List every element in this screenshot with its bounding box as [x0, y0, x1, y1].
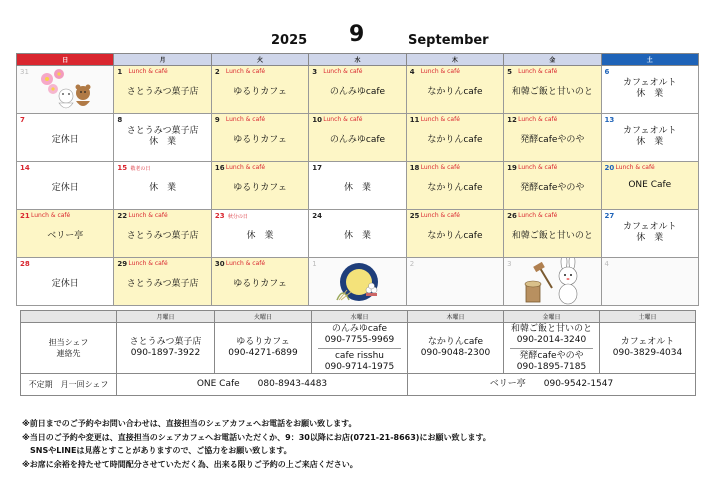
day-number: 2: [409, 260, 415, 268]
month-name: September: [408, 33, 489, 48]
shop-name: カフェオルト: [620, 337, 675, 347]
chef-name: なかりんcafe: [427, 231, 483, 241]
divider: [318, 348, 401, 349]
week-row: [17, 258, 699, 306]
moon-and-dango-illustration: [329, 260, 389, 304]
day-cell: [309, 162, 406, 210]
month-number: 9: [349, 22, 365, 47]
day-number: 2: [214, 68, 220, 76]
contact-header-row: [21, 311, 696, 323]
day-cell: [17, 258, 114, 306]
shop-name: さとうみつ菓子店: [129, 337, 202, 347]
note-line: ※前日までのご予約やお問い合わせは、直接担当のシェアカフェへお電話をお願い致します。: [22, 419, 357, 428]
header-mon: 月曜日: [117, 311, 215, 323]
day-number: 24: [312, 212, 323, 220]
chef-label: 担当シェフ: [48, 338, 89, 347]
day-cell: [309, 114, 406, 162]
day-cell: [601, 114, 698, 162]
day-cell: [17, 66, 114, 114]
calendar-header: [0, 22, 710, 52]
weekday-tue: 火: [211, 54, 308, 66]
day-cell: [406, 258, 503, 306]
chef-name: ゆるりカフェ: [233, 183, 287, 193]
divider: [510, 348, 593, 349]
chef-name: のんみゆcafe: [329, 135, 386, 145]
lunch-cafe-tag: Lunch & café: [518, 116, 558, 123]
chef-name: さとうみつ菓子店: [126, 279, 199, 289]
header-wed: 水曜日: [312, 311, 408, 323]
weekday-mon: 月: [114, 54, 211, 66]
closed-label: 休 業: [246, 231, 274, 241]
lunch-cafe-tag: Lunch & café: [420, 164, 460, 171]
shop-name: ゆるりカフェ: [236, 337, 290, 347]
day-number: 8: [117, 116, 123, 124]
day-cell: [309, 258, 406, 306]
day-cell: [211, 258, 308, 306]
day-cell: [211, 114, 308, 162]
day-cell: [504, 114, 601, 162]
weekday-sat: 土: [601, 54, 698, 66]
chef-name: ゆるりカフェ: [233, 87, 287, 97]
lunch-cafe-tag: Lunch & café: [323, 68, 363, 75]
week-row: [17, 210, 699, 258]
chef-name: なかりんcafe: [427, 87, 483, 97]
day-cell: [406, 66, 503, 114]
day-cell: [601, 66, 698, 114]
lunch-cafe-tag: Lunch & café: [225, 116, 266, 123]
holiday-label: 秋分の日: [227, 214, 248, 220]
weekday-thu: 木: [406, 54, 503, 66]
day-number: 7: [20, 116, 25, 124]
phone-number: 090-3829-4034: [612, 348, 683, 358]
day-number: 5: [507, 68, 512, 76]
phone-number: 090-1897-3922: [130, 348, 201, 358]
chef-name-line: カフェオルト: [622, 126, 677, 136]
shop-name: cafe risshu: [334, 350, 385, 361]
day-number: 3: [312, 68, 318, 76]
day-number: 29: [117, 260, 128, 268]
day-cell: [309, 210, 406, 258]
day-cell: [504, 210, 601, 258]
chef-name: [114, 126, 210, 148]
day-number: 20: [604, 164, 615, 172]
note-line: ※当日のご予約や変更は、直接担当のシェアカフェへお電話いただくか、9：30以降にお店(0721-21-8663)にお願い致します。: [22, 432, 491, 442]
closed-label: 休 業: [636, 89, 664, 99]
irregular-chef-row: [21, 374, 696, 396]
chef-name: 発酵cafeやのや: [520, 135, 585, 145]
day-number: 10: [312, 116, 323, 124]
lunch-cafe-tag: Lunch & café: [518, 164, 558, 171]
day-number: 12: [507, 116, 517, 124]
lunch-cafe-tag: Lunch & café: [420, 68, 460, 75]
day-cell: [504, 162, 601, 210]
day-number: 4: [604, 260, 609, 268]
lunch-cafe-tag: Lunch & café: [420, 116, 460, 123]
day-number: 23: [214, 212, 225, 220]
day-cell: [406, 162, 503, 210]
day-number: 28: [20, 260, 30, 268]
contact-wed: [312, 323, 408, 374]
lunch-cafe-tag: Lunch & café: [225, 68, 266, 75]
shop-name: なかりんcafe: [427, 337, 484, 347]
phone-number: 090-1895-7185: [516, 361, 587, 372]
day-cell: [601, 258, 698, 306]
closed-label: 定休日: [51, 183, 79, 193]
holiday-label: 敬老の日: [130, 166, 151, 172]
weekday-header-row: [17, 54, 699, 66]
day-cell: [406, 114, 503, 162]
day-number: 21: [20, 212, 30, 220]
header-thu: 木曜日: [408, 311, 504, 323]
day-cell: [309, 66, 406, 114]
lunch-cafe-tag: Lunch & café: [323, 116, 363, 123]
phone-number: 090-2014-3240: [516, 334, 587, 345]
chef-name: なかりんcafe: [427, 183, 483, 193]
day-number: 17: [312, 164, 323, 172]
closed-label: 休 業: [343, 231, 371, 241]
flower-and-bears-illustration: [39, 69, 99, 111]
shop-name: のんみゆcafe: [331, 323, 388, 334]
irregular-chef-1: ONE Cafe 080-8943-4483: [117, 374, 408, 396]
day-number: 19: [507, 164, 517, 172]
closed-label: 休 業: [636, 137, 664, 147]
day-cell: [114, 258, 211, 306]
day-number: 31: [20, 68, 29, 76]
day-cell: [601, 210, 698, 258]
chef-name-line: さとうみつ菓子店: [126, 126, 199, 136]
contact-mon: [117, 323, 215, 374]
closed-label: 休 業: [343, 183, 371, 193]
lunch-cafe-tag: Lunch & café: [518, 212, 558, 219]
lunch-cafe-tag: Lunch & café: [615, 164, 655, 171]
closed-label: 定休日: [51, 279, 79, 289]
day-cell: [114, 210, 211, 258]
header-fri: 金曜日: [504, 311, 600, 323]
header-sat: 土曜日: [600, 311, 696, 323]
week-row: [17, 66, 699, 114]
day-cell: [504, 66, 601, 114]
contact-label: [21, 323, 117, 374]
day-cell: [17, 210, 114, 258]
chef-name: ベリー亭: [47, 231, 84, 241]
notes-section: [22, 417, 702, 471]
shop-name: 発酵cafeやのや: [519, 350, 584, 361]
lunch-cafe-tag: Lunch & café: [420, 212, 460, 219]
phone-number: 090-4271-6899: [228, 348, 298, 358]
closed-label: 休 業: [149, 137, 177, 147]
lunch-cafe-tag: Lunch & café: [225, 164, 266, 171]
chef-name: [602, 78, 698, 100]
weekday-fri: 金: [504, 54, 601, 66]
chef-name: なかりんcafe: [427, 135, 483, 145]
day-number: 16: [214, 164, 225, 172]
day-number: 4: [409, 68, 415, 76]
header-tue: 火曜日: [215, 311, 312, 323]
lunch-cafe-tag: Lunch & café: [128, 212, 168, 219]
phone-number: 090-9048-2300: [420, 348, 491, 358]
contact-sat: [600, 323, 696, 374]
lunch-cafe-tag: Lunch & café: [225, 260, 266, 267]
chef-name: [602, 126, 698, 148]
closed-label: 休 業: [149, 183, 177, 193]
weekday-wed: 水: [309, 54, 406, 66]
day-cell: [114, 114, 211, 162]
day-number: 27: [604, 212, 615, 220]
day-number: 11: [409, 116, 420, 124]
contact-fri: [504, 323, 600, 374]
day-number: 14: [20, 164, 30, 172]
chef-name: ゆるりカフェ: [233, 135, 287, 145]
note-line: ※お席に余裕を持たせて時間配分させていただく為、出来る限りご予約の上ご来店ください。: [22, 459, 358, 469]
day-number: 22: [117, 212, 128, 220]
chef-name: のんみゆcafe: [329, 87, 386, 97]
calendar-grid: [16, 53, 699, 306]
day-number: 13: [604, 116, 615, 124]
closed-label: 定休日: [51, 135, 79, 145]
day-number: 1: [117, 68, 123, 76]
chef-name: 和韓ご飯と甘いのと: [511, 87, 593, 97]
year: 2025: [271, 33, 308, 48]
day-cell: [114, 66, 211, 114]
lunch-cafe-tag: Lunch & café: [518, 68, 558, 75]
chef-name-line: カフェオルト: [622, 78, 677, 88]
chef-contact-table: [20, 310, 696, 396]
day-cell: [601, 162, 698, 210]
lunch-cafe-tag: Lunch & café: [31, 212, 71, 219]
day-number: 30: [214, 260, 225, 268]
weekday-sun: 日: [17, 54, 114, 66]
contact-sub-label: 連絡先: [56, 349, 81, 358]
day-number: 6: [604, 68, 610, 76]
chef-name-line: カフェオルト: [622, 222, 677, 232]
day-number: 25: [409, 212, 420, 220]
week-row: [17, 114, 699, 162]
irregular-label: 不定期 月一回シェフ: [21, 374, 117, 396]
shop-name: 和韓ご飯と甘いのと: [510, 323, 592, 334]
phone-number: 090-9714-1975: [324, 361, 395, 372]
day-number: 18: [409, 164, 420, 172]
day-number: 9: [214, 116, 220, 124]
phone-number: 090-7755-9969: [324, 334, 395, 345]
contact-thu: [408, 323, 504, 374]
day-cell: [114, 162, 211, 210]
irregular-chef-2: ベリー亭 090-9542-1547: [408, 374, 696, 396]
day-number: 3: [507, 260, 512, 268]
contact-tue: [215, 323, 312, 374]
blank-header: [21, 311, 117, 323]
week-row: [17, 162, 699, 210]
chef-name: さとうみつ菓子店: [126, 231, 199, 241]
lunch-cafe-tag: Lunch & café: [128, 260, 168, 267]
chef-name: ONE Cafe: [628, 180, 672, 190]
day-cell: [504, 258, 601, 306]
rabbit-mochi-illustration: [518, 258, 588, 306]
day-cell: [17, 114, 114, 162]
chef-name: さとうみつ菓子店: [126, 87, 199, 97]
chef-name: ゆるりカフェ: [233, 279, 287, 289]
lunch-cafe-tag: Lunch & café: [128, 68, 168, 75]
chef-name: [602, 222, 698, 244]
day-number: 26: [507, 212, 517, 220]
day-cell: [17, 162, 114, 210]
day-cell: [211, 162, 308, 210]
day-cell: [211, 210, 308, 258]
day-number: 1: [312, 260, 317, 268]
day-cell: [211, 66, 308, 114]
day-cell: [406, 210, 503, 258]
contact-row: [21, 323, 696, 374]
day-number: 15: [117, 164, 128, 172]
chef-name: 和韓ご飯と甘いのと: [511, 231, 593, 241]
note-line: SNSやLINEは見落とすことがありますので、ご協力をお願い致します。: [22, 446, 292, 455]
chef-name: 発酵cafeやのや: [520, 183, 585, 193]
closed-label: 休 業: [636, 233, 664, 243]
